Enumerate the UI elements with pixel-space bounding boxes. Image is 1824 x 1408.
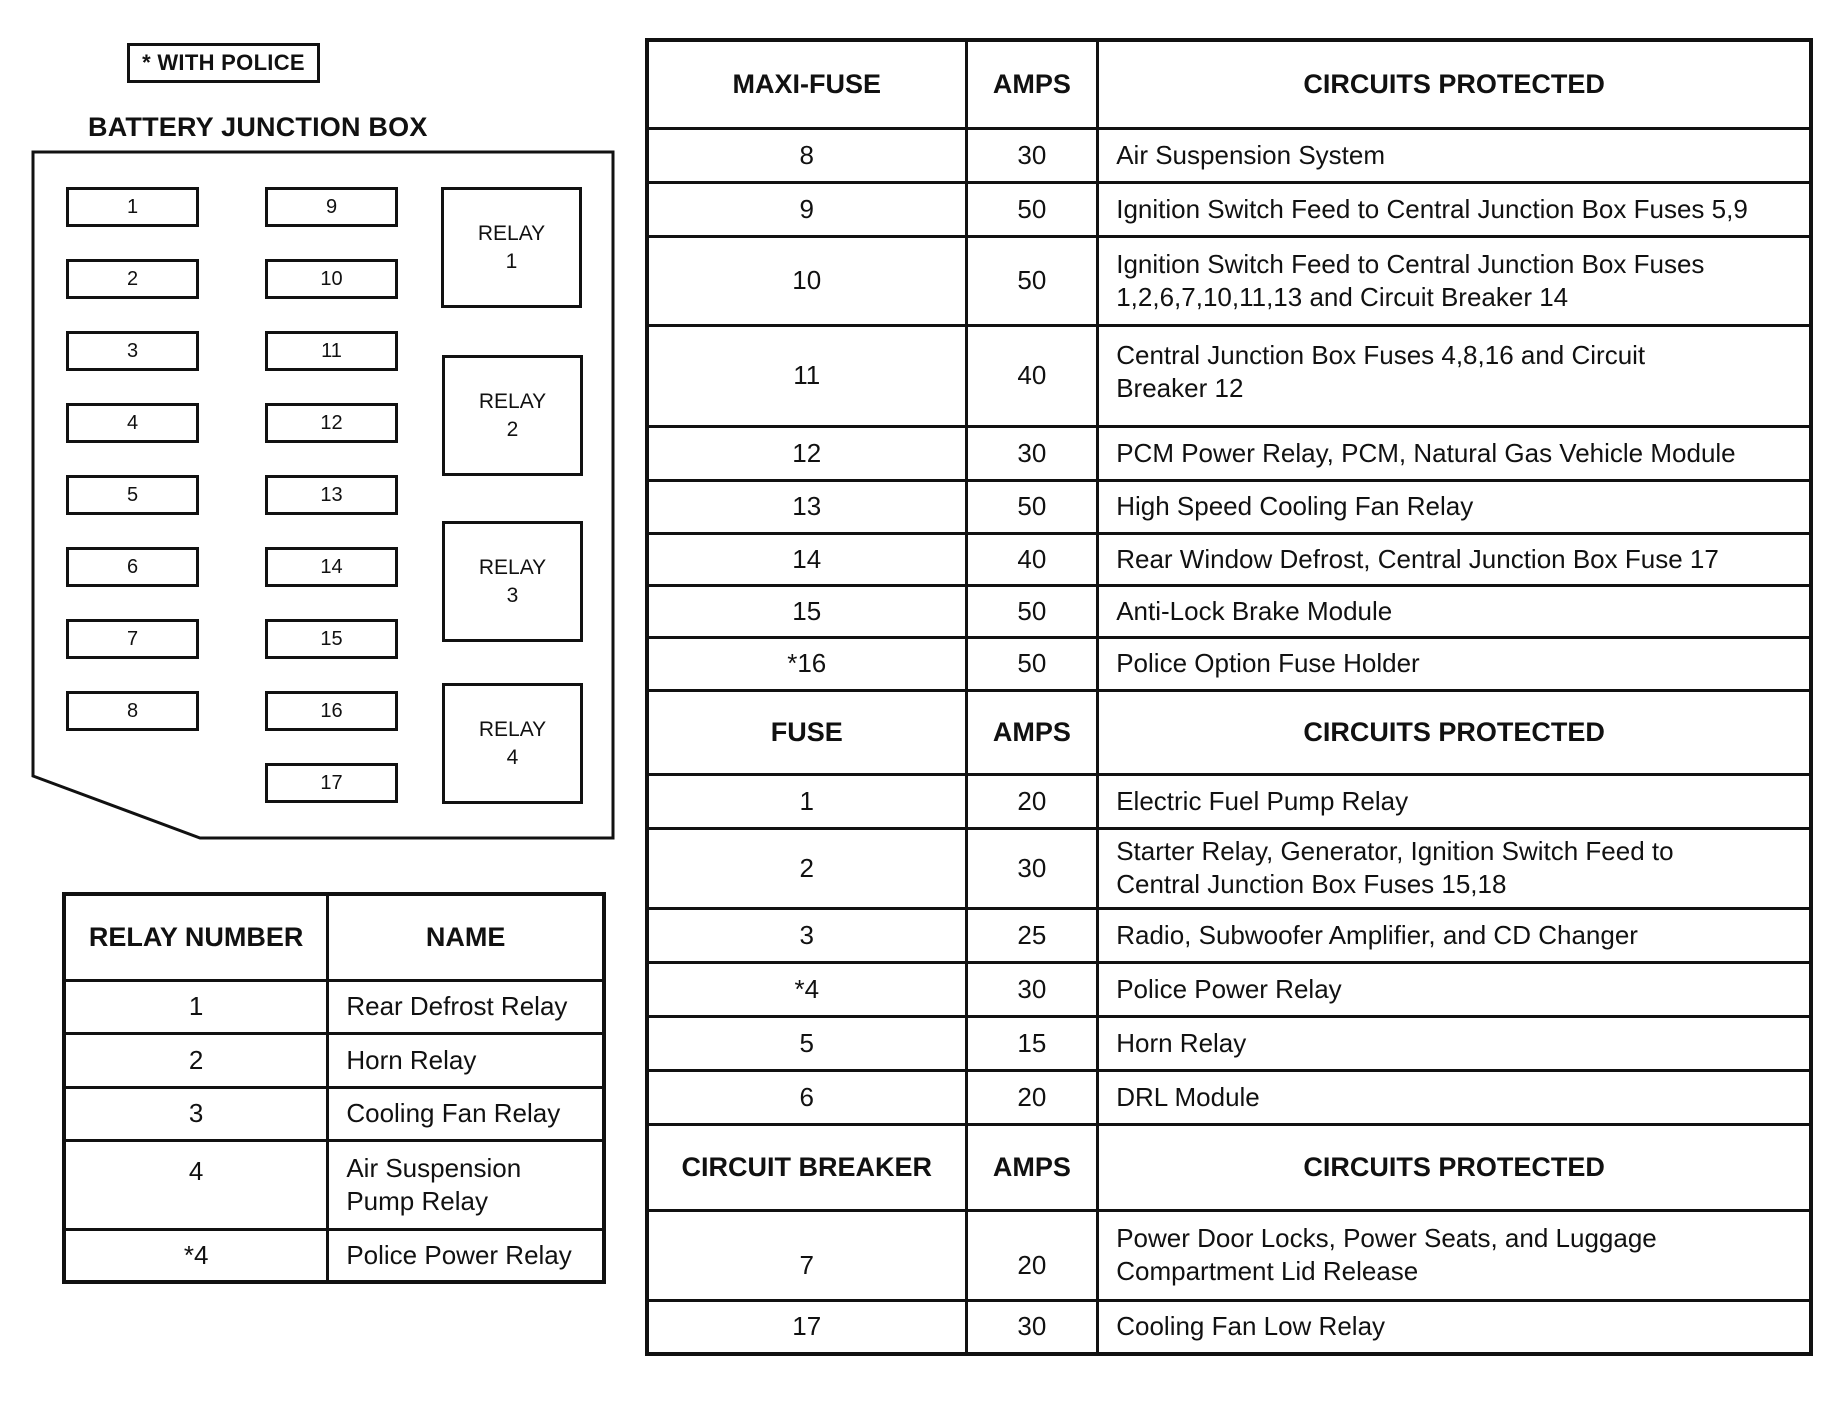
relay-label: RELAY bbox=[478, 555, 547, 579]
relay-name-line: Air Suspension bbox=[346, 1152, 522, 1183]
fuse-slot-17: 17 bbox=[265, 763, 398, 803]
amps-header: AMPS bbox=[966, 690, 1098, 774]
relay-number: 3 bbox=[506, 583, 519, 607]
relay-label: RELAY bbox=[478, 717, 547, 741]
amps-cell: 20 bbox=[966, 1070, 1098, 1124]
relay-name-cell: Rear Defrost Relay bbox=[328, 980, 604, 1033]
amps-header: AMPS bbox=[966, 40, 1098, 128]
circuit-breaker-header-row bbox=[647, 1124, 1811, 1210]
circuits-line: Compartment Lid Release bbox=[1116, 1256, 1419, 1286]
fuse-id-cell: 13 bbox=[647, 480, 966, 533]
fuse-id-cell: 6 bbox=[647, 1070, 966, 1124]
relay-name-line: Pump Relay bbox=[346, 1185, 488, 1216]
circuits-cell: Electric Fuel Pump Relay bbox=[1098, 774, 1811, 828]
fuse-id-cell: 11 bbox=[647, 325, 966, 426]
circuits-cell: High Speed Cooling Fan Relay bbox=[1098, 480, 1811, 533]
table-row bbox=[647, 236, 1811, 325]
amps-cell: 25 bbox=[966, 908, 1098, 962]
relay-number: 2 bbox=[506, 417, 519, 441]
maxi-fuse-header: MAXI-FUSE bbox=[647, 40, 966, 128]
fuse-slot-15: 15 bbox=[265, 619, 398, 659]
circuits-cell: Police Option Fuse Holder bbox=[1098, 637, 1811, 690]
amps-cell: 30 bbox=[966, 426, 1098, 480]
circuits-protected-header: CIRCUITS PROTECTED bbox=[1098, 690, 1811, 774]
relay-number-cell: 1 bbox=[64, 980, 328, 1033]
fuse-id-cell: 1 bbox=[647, 774, 966, 828]
amps-cell: 30 bbox=[966, 128, 1098, 182]
fuse-slot-5: 5 bbox=[66, 475, 199, 515]
table-row bbox=[647, 325, 1811, 426]
relay-slot-3 bbox=[442, 521, 583, 642]
relay-number-cell: *4 bbox=[64, 1229, 328, 1282]
relay-label: RELAY bbox=[477, 221, 546, 245]
amps-cell: 50 bbox=[966, 182, 1098, 236]
fuse-slot-8: 8 bbox=[66, 691, 199, 731]
fuse-slot-6: 6 bbox=[66, 547, 199, 587]
fuse-slot-13: 13 bbox=[265, 475, 398, 515]
circuits-cell: Ignition Switch Feed to Central Junction Box Fuses 5,9 bbox=[1098, 182, 1811, 236]
battery-junction-box-title: BATTERY JUNCTION BOX bbox=[88, 112, 428, 142]
relay-number-cell: 3 bbox=[64, 1087, 328, 1140]
fuse-slot-11: 11 bbox=[265, 331, 398, 371]
circuits-line: Central Junction Box Fuses 15,18 bbox=[1116, 869, 1507, 899]
relay-name-cell: Horn Relay bbox=[328, 1033, 604, 1087]
amps-header: AMPS bbox=[966, 1124, 1098, 1210]
table-row bbox=[647, 426, 1811, 480]
amps-cell: 40 bbox=[966, 533, 1098, 585]
fuse-id-cell: 9 bbox=[647, 182, 966, 236]
fuse-id-cell: 15 bbox=[647, 585, 966, 637]
circuits-line: Power Door Locks, Power Seats, and Luggage bbox=[1116, 1223, 1657, 1253]
amps-cell: 30 bbox=[966, 962, 1098, 1016]
table-row bbox=[64, 1087, 604, 1140]
table-row bbox=[647, 480, 1811, 533]
fuse-slot-4: 4 bbox=[66, 403, 199, 443]
relay-number-cell: 4 bbox=[64, 1140, 328, 1229]
fuse-id-cell: *4 bbox=[647, 962, 966, 1016]
relay-number: 1 bbox=[505, 249, 518, 273]
fuse-slot-7: 7 bbox=[66, 619, 199, 659]
fuse-id-cell: 8 bbox=[647, 128, 966, 182]
amps-cell: 30 bbox=[966, 1300, 1098, 1354]
fuse-slot-9: 9 bbox=[265, 187, 398, 227]
table-row bbox=[647, 533, 1811, 585]
amps-cell: 50 bbox=[966, 637, 1098, 690]
circuits-cell: Air Suspension System bbox=[1098, 128, 1811, 182]
fuse-id-cell: 3 bbox=[647, 908, 966, 962]
breaker-id-cell: 17 bbox=[647, 1300, 966, 1354]
circuits-cell bbox=[1098, 325, 1811, 426]
fuse-slot-16: 16 bbox=[265, 691, 398, 731]
table-row bbox=[647, 1070, 1811, 1124]
circuits-line: Starter Relay, Generator, Ignition Switch Feed to bbox=[1116, 836, 1674, 866]
fuse-slot-10: 10 bbox=[265, 259, 398, 299]
relay-name-cell: Police Power Relay bbox=[328, 1229, 604, 1282]
fuse-slot-12: 12 bbox=[265, 403, 398, 443]
fuse-circuits-table bbox=[645, 38, 1813, 1356]
amps-cell: 50 bbox=[966, 236, 1098, 325]
fuse-id-cell: *16 bbox=[647, 637, 966, 690]
relay-name-cell bbox=[328, 1140, 604, 1229]
relay-number: 4 bbox=[506, 745, 519, 769]
fuse-slot-1: 1 bbox=[66, 187, 199, 227]
amps-cell: 50 bbox=[966, 480, 1098, 533]
table-row bbox=[647, 1210, 1811, 1300]
relay-name-header: NAME bbox=[328, 894, 604, 980]
table-row bbox=[647, 182, 1811, 236]
relay-slot-1 bbox=[441, 187, 582, 308]
fuse-id-cell: 5 bbox=[647, 1016, 966, 1070]
circuit-breaker-header: CIRCUIT BREAKER bbox=[647, 1124, 966, 1210]
circuits-cell bbox=[1098, 236, 1811, 325]
fuse-id-cell: 2 bbox=[647, 828, 966, 908]
relay-label: RELAY bbox=[478, 389, 547, 413]
relay-number-header: RELAY NUMBER bbox=[64, 894, 328, 980]
relay-name-cell: Cooling Fan Relay bbox=[328, 1087, 604, 1140]
circuits-protected-header: CIRCUITS PROTECTED bbox=[1098, 1124, 1811, 1210]
circuits-cell: PCM Power Relay, PCM, Natural Gas Vehicle Module bbox=[1098, 426, 1811, 480]
fuse-id-cell: 12 bbox=[647, 426, 966, 480]
amps-cell: 50 bbox=[966, 585, 1098, 637]
circuits-cell: Police Power Relay bbox=[1098, 962, 1811, 1016]
circuits-cell: Cooling Fan Low Relay bbox=[1098, 1300, 1811, 1354]
circuits-cell: Radio, Subwoofer Amplifier, and CD Changer bbox=[1098, 908, 1811, 962]
fuse-header: FUSE bbox=[647, 690, 966, 774]
breaker-id-cell: 7 bbox=[647, 1210, 966, 1300]
relay-slot-2 bbox=[442, 355, 583, 476]
table-row bbox=[647, 1300, 1811, 1354]
fuse-slot-3: 3 bbox=[66, 331, 199, 371]
maxi-fuse-header-row bbox=[647, 40, 1811, 128]
circuits-cell: Rear Window Defrost, Central Junction Box Fuse 17 bbox=[1098, 533, 1811, 585]
fuse-id-cell: 14 bbox=[647, 533, 966, 585]
amps-cell: 20 bbox=[966, 1210, 1098, 1300]
relay-slot-4 bbox=[442, 683, 583, 804]
table-row bbox=[64, 1140, 604, 1229]
fuse-id-cell: 10 bbox=[647, 236, 966, 325]
amps-cell: 20 bbox=[966, 774, 1098, 828]
amps-cell: 30 bbox=[966, 828, 1098, 908]
relay-table bbox=[62, 892, 606, 1284]
table-row bbox=[647, 962, 1811, 1016]
circuits-cell: Horn Relay bbox=[1098, 1016, 1811, 1070]
legend-text: * WITH POLICE bbox=[142, 50, 305, 75]
fuse-slot-2: 2 bbox=[66, 259, 199, 299]
table-row bbox=[64, 1033, 604, 1087]
table-row bbox=[64, 980, 604, 1033]
table-row bbox=[647, 637, 1811, 690]
table-row bbox=[647, 828, 1811, 908]
fuse-header-row bbox=[647, 690, 1811, 774]
circuits-line: Breaker 12 bbox=[1116, 372, 1244, 403]
circuits-cell: Anti-Lock Brake Module bbox=[1098, 585, 1811, 637]
relay-number-cell: 2 bbox=[64, 1033, 328, 1087]
fuse-slot-14: 14 bbox=[265, 547, 398, 587]
circuits-cell: DRL Module bbox=[1098, 1070, 1811, 1124]
amps-cell: 15 bbox=[966, 1016, 1098, 1070]
circuits-line: 1,2,6,7,10,11,13 and Circuit Breaker 14 bbox=[1116, 281, 1569, 312]
circuits-cell bbox=[1098, 1210, 1811, 1300]
table-row bbox=[647, 774, 1811, 828]
table-row bbox=[647, 128, 1811, 182]
table-row bbox=[647, 1016, 1811, 1070]
circuits-line: Central Junction Box Fuses 4,8,16 and Circuit bbox=[1116, 339, 1646, 370]
table-row bbox=[647, 585, 1811, 637]
amps-cell: 40 bbox=[966, 325, 1098, 426]
table-row bbox=[647, 908, 1811, 962]
table-row bbox=[64, 1229, 604, 1282]
circuits-cell bbox=[1098, 828, 1811, 908]
relay-table-header bbox=[64, 894, 604, 980]
circuits-protected-header: CIRCUITS PROTECTED bbox=[1098, 40, 1811, 128]
circuits-line: Ignition Switch Feed to Central Junction Box Fuses bbox=[1116, 248, 1705, 279]
